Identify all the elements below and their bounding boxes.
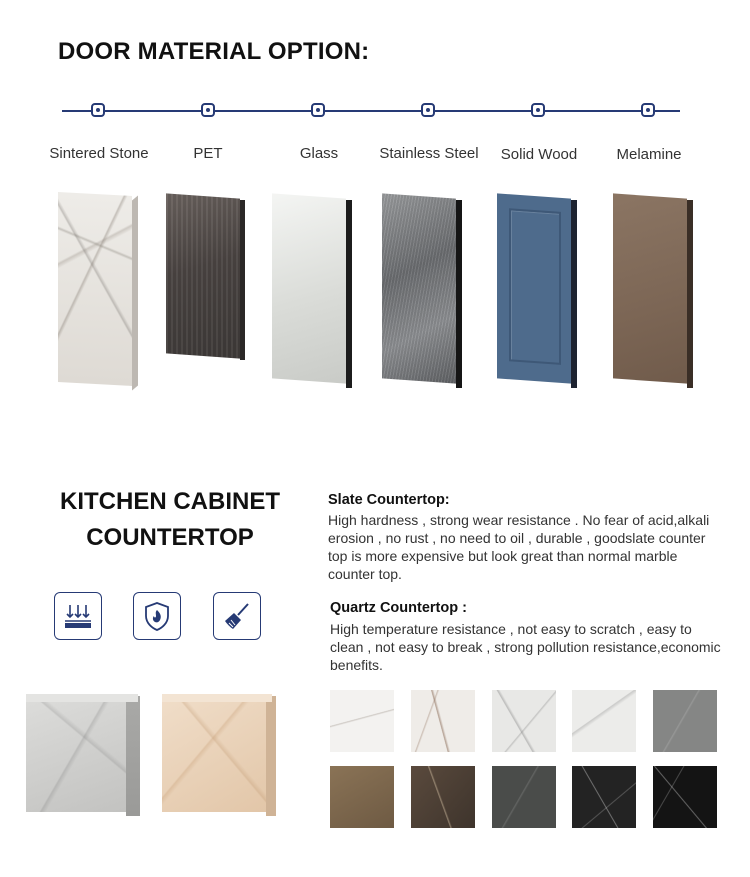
- timeline-dot-icon: [311, 103, 325, 117]
- quartz-heading: Quartz Countertop :: [330, 600, 467, 616]
- swatch-white-gold-vein: [411, 690, 475, 752]
- timeline-dot-icon: [641, 103, 655, 117]
- fire-shield-icon: [133, 592, 181, 640]
- swatch-charcoal: [492, 766, 556, 828]
- slate-line: top is more expensive but look great than normal marble: [328, 548, 678, 564]
- quartz-description: [330, 620, 745, 674]
- timeline-dot-icon: [531, 103, 545, 117]
- pressure-resistance-icon: [54, 592, 102, 640]
- swatch-bronze: [330, 766, 394, 828]
- material-label-sintered-stone: Sintered Stone: [49, 145, 149, 162]
- quartz-line: High temperature resistance , not easy to scratch , easy to: [330, 621, 692, 637]
- material-label-solid-wood: Solid Wood: [500, 146, 578, 163]
- timeline-dot-icon: [421, 103, 435, 117]
- countertop-title-line2: COUNTERTOP: [86, 524, 254, 551]
- slate-heading: Slate Countertop:: [328, 492, 450, 508]
- material-label-glass: Glass: [299, 145, 339, 162]
- swatch-dark-grey: [653, 690, 717, 752]
- door-section-title: DOOR MATERIAL OPTION:: [58, 38, 370, 65]
- quartz-line: benefits.: [330, 657, 383, 673]
- swatch-black-white-vein: [572, 766, 636, 828]
- material-label-melamine: Melamine: [616, 146, 682, 163]
- quartz-line: clean , not easy to break , strong pollution resistance,economic: [330, 639, 721, 655]
- material-label-pet: PET: [193, 145, 223, 162]
- countertop-title-line1: KITCHEN CABINET: [60, 488, 280, 515]
- swatch-light-marble: [572, 690, 636, 752]
- timeline-line: [62, 110, 680, 112]
- swatch-calacatta-white: [330, 690, 394, 752]
- slate-description: [328, 511, 738, 583]
- cleaning-brush-icon: [213, 592, 261, 640]
- timeline-dot-icon: [201, 103, 215, 117]
- swatch-grey-vein-white: [492, 690, 556, 752]
- timeline-dot-icon: [91, 103, 105, 117]
- slate-line: counter top.: [328, 566, 402, 582]
- swatch-nero-marquina: [653, 766, 717, 828]
- slate-line: High hardness , strong wear resistance . No fear of acid,alkali: [328, 512, 710, 528]
- material-label-stainless-steel: Stainless Steel: [379, 145, 479, 162]
- slate-line: erosion , no rust , no need to oil , durable , goodslate counter: [328, 530, 706, 546]
- swatch-brown-vein: [411, 766, 475, 828]
